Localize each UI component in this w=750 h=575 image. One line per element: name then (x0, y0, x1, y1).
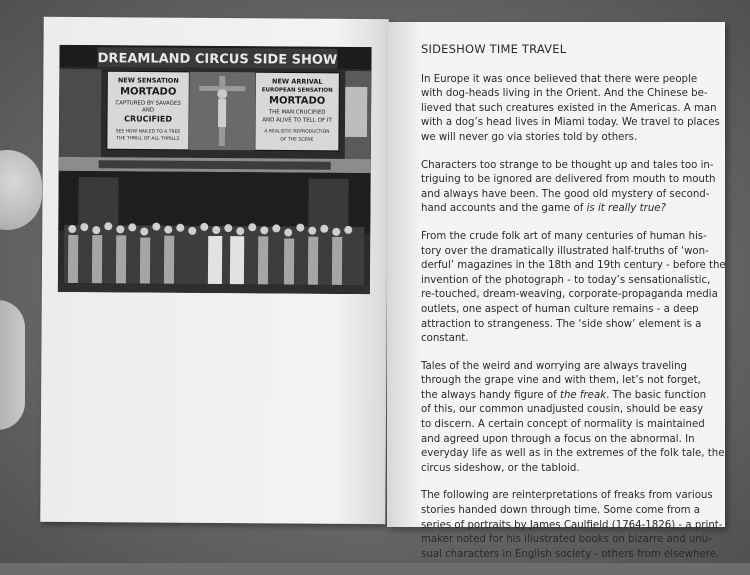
paragraph-2 (421, 159, 721, 217)
paragraph-3 (421, 230, 726, 347)
text-line: Tales of the weird and worrying are always traveling (421, 360, 688, 372)
text-line: with a dog’s head lives in Miami today. We travel to places (421, 117, 720, 129)
left-board-line: MORTADO (120, 86, 177, 98)
text-line: tory over the dramatically illustrated half-truths of ‘won- (421, 245, 709, 257)
text-line: series of portraits by James Caulfield (1764-1826) - a print- (421, 519, 723, 531)
banner-text: DREAMLAND CIRCUS SIDE SHOW (97, 51, 338, 68)
text-line: In Europe it was once believed that there were people (421, 73, 698, 85)
text-line: invention of the photograph - to today’s sensationalistic, (421, 274, 711, 286)
text-line: attraction to strangeness. The ‘side show’ element is a (421, 318, 702, 330)
text-line: constant. (421, 333, 469, 345)
text-line (421, 389, 721, 404)
text-line: stories handed down through time. Some come from a (421, 505, 701, 517)
text-line: re-touched, dream-weaving, corporate-propaganda media (421, 289, 718, 301)
paragraph-1 (421, 73, 721, 146)
text-line (421, 202, 721, 217)
paragraph-5 (421, 489, 721, 562)
text-line: through the grape vine and with them, let’s not forget, (421, 375, 701, 387)
photo-illustration (58, 45, 372, 294)
right-board-line: OF THE SCENE (280, 137, 314, 143)
text-line: outlets, one aspect of human culture remains - a deep (421, 303, 699, 315)
article-title: SIDESHOW TIME TRAVEL (421, 42, 567, 56)
text-line: and always have been. The good old mystery of second- (421, 188, 710, 200)
text-line: to discern. A certain concept of normality is maintained (421, 419, 705, 431)
text-line: lieved that such creatures existed in the Americas. A man (421, 102, 717, 114)
left-board-line: CAPTURED BY SAVAGES (115, 100, 181, 107)
right-board-line: NEW ARRIVAL (272, 77, 323, 86)
text-line: The following are reinterpretations of freaks from various (421, 490, 713, 502)
left-board-line: AND (142, 107, 155, 114)
text-line: Characters too strange to be thought up and tales too in- (421, 159, 714, 171)
text-line: From the crude folk art of many centuries of human his- (421, 230, 707, 242)
article (421, 42, 726, 575)
finger (0, 300, 25, 430)
text-run: hand accounts and the game of (421, 203, 584, 215)
text-line: derful’ magazines in the 18th and 19th century - before the (421, 260, 726, 272)
text-run: . The basic function (606, 389, 707, 401)
text-line: triguing to be ignored are delivered from mouth to mouth (421, 174, 716, 186)
text-line: of this, our common unadjusted cousin, should be easy (421, 404, 704, 416)
right-board-line: EUROPEAN SENSATION (261, 87, 333, 94)
text-line: maker noted for his illustrated books on bizarre and unu- (421, 534, 712, 546)
italic-text: the freak (559, 389, 607, 401)
right-board-line: MORTADO (268, 95, 326, 107)
text-line: sual characters in English society - others from elsewhere. (421, 548, 720, 560)
right-board-line: AND ALIVE TO TELL OF IT (262, 117, 332, 124)
right-page (387, 22, 726, 560)
left-board-line: SEE HOW NAILED TO A TREE (115, 129, 181, 135)
text-line: circus sideshow, or the tabloid. (421, 462, 580, 474)
text-line: we will never go via stories told by others. (421, 131, 638, 143)
text-line: everyday life as well as in the extremes of the folk tale, the (421, 448, 725, 460)
text-line: and agreed upon through a focus on the abnormal. In (421, 433, 695, 445)
left-page (40, 17, 389, 524)
paragraph-4 (421, 360, 725, 477)
right-board-line: A REALISTIC REPRODUCTION (264, 129, 330, 135)
text-run: the always handy figure of (421, 389, 557, 401)
left-board-line: CRUCIFIED (124, 114, 173, 124)
sideshow-photo (58, 45, 372, 294)
left-board-line: NEW SENSATION (117, 76, 179, 85)
left-board-line: THE THRILL OF ALL THRILLS (116, 136, 180, 142)
text-line: with dog-heads living in the Orient. And the Chinese be- (421, 88, 708, 100)
right-board-line: THE MAN CRUCIFIED (268, 109, 326, 116)
italic-text: is it really true? (586, 203, 666, 215)
